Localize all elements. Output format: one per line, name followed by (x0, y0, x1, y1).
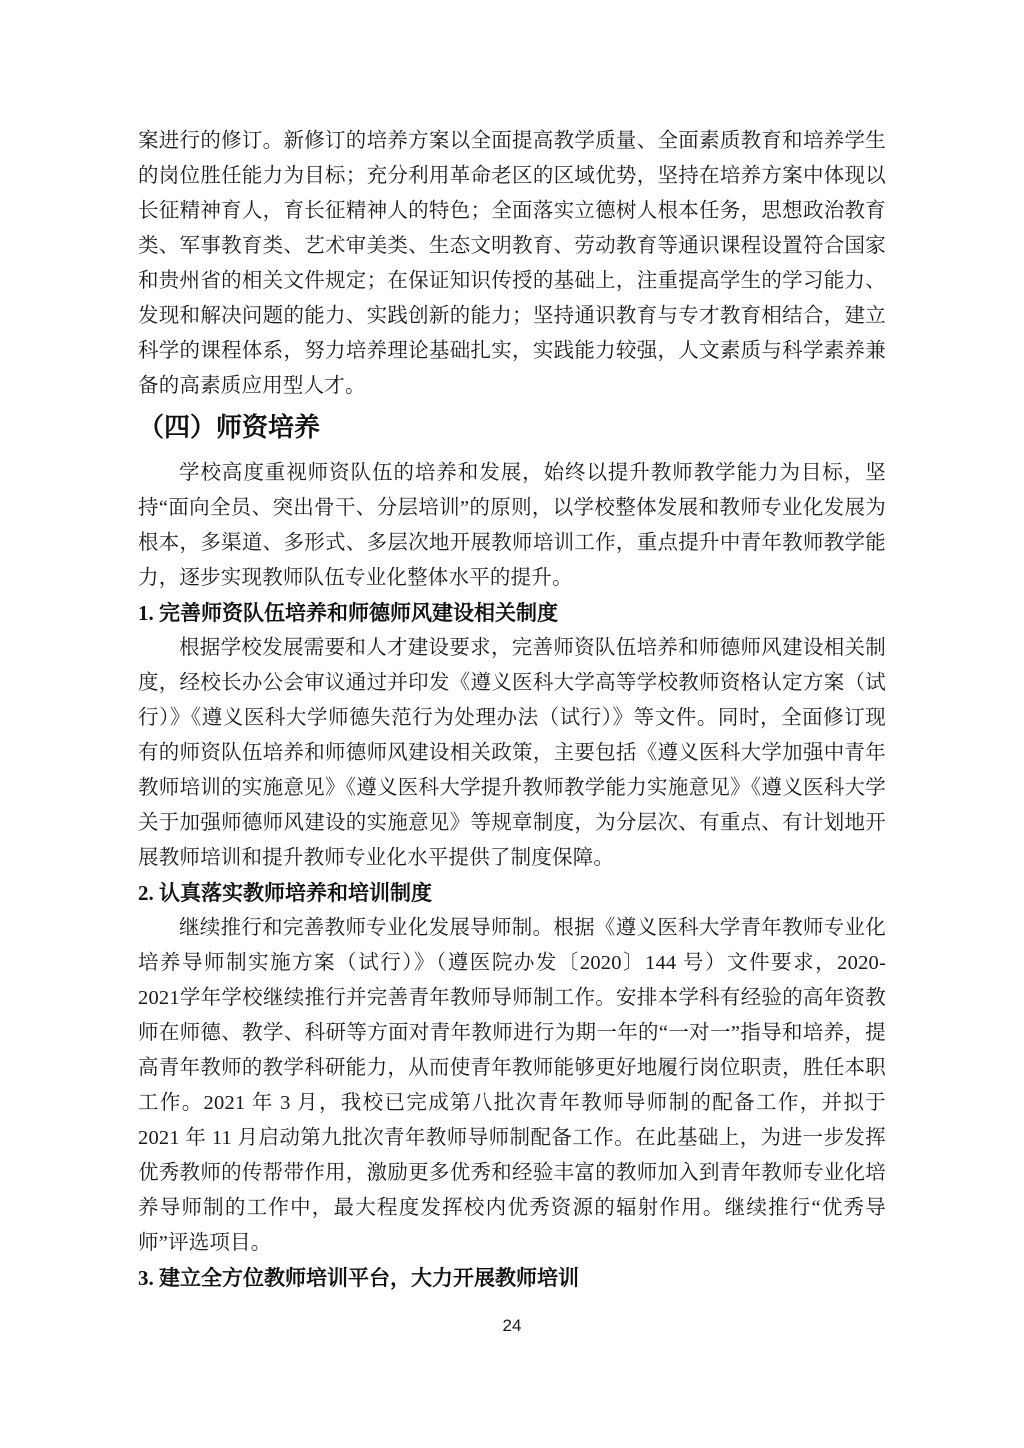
subsection-1-paragraph: 根据学校发展需要和人才建设要求，完善师资队伍培养和师德师风建设相关制度，经校长办公会审议通过并印发《遵义医科大学高等学校教师资格认定方案（试行）》《遵义医科大学师德失范行为处理办法（试行）》等文件。同时，全面修订现有的师资队伍培养和师德师风建设相关政策，主要包括《遵义医科大学加强中青年教师培训的实施意见》《遵义医科大学提升教师教学能力实施意见》《遵义医科大学关于加强师德师风建设的实施意见》等规章制度，为分层次、有重点、有计划地开展教师培训和提升教师专业化水平提供了制度保障。 (138, 637, 886, 869)
page-content (138, 124, 886, 1296)
subsection-2-paragraph: 继续推行和完善教师专业化发展导师制。根据《遵义医科大学青年教师专业化培养导师制实施方案（试行）》（遵医院办发〔2020〕144 号）文件要求，2020-2021学年学校继续推行并完善青年教师导师制工作。安排本学科有经验的高年资教师在师德、教学、科研等方面对青年教师进行为期一年的“一对一”指导和培养，提高青年教师的教学科研能力，从而使青年教师能够更好地履行岗位职责，胜任本职工作。2021 年 3 月，我校已完成第八批次青年教师导师制的配备工作，并拟于 2021 年 11 月启动第九批次青年教师导师制配备工作。在此基础上，为进一步发挥优秀教师的传帮带作用，激励更多优秀和经验丰富的教师加入到青年教师专业化培养导师制的工作中，最大程度发挥校内优秀资源的辐射作用。继续推行“优秀导师”评选项目。 (138, 917, 886, 1254)
section-4-heading: （四）师资培养 (138, 413, 321, 442)
page-number: 24 (502, 1316, 522, 1335)
subsection-3-heading: 3. 建立全方位教师培训平台，大力开展教师培训 (138, 1266, 579, 1290)
subsection-1-heading: 1. 完善师资队伍培养和师德师风建设相关制度 (138, 601, 558, 625)
subsection-2-heading: 2. 认真落实教师培养和培训制度 (138, 881, 432, 905)
section-4-intro-paragraph: 学校高度重视师资队伍的培养和发展，始终以提升教师教学能力为目标，坚持“面向全员、突出骨干、分层培训”的原则，以学校整体发展和教师专业化发展为根本，多渠道、多形式、多层次地开展教师培训工作，重点提升中青年教师教学能力，逐步实现教师队伍专业化整体水平的提升。 (138, 462, 886, 589)
continuation-paragraph: 案进行的修订。新修订的培养方案以全面提高教学质量、全面素质教育和培养学生的岗位胜任能力为目标；充分利用革命老区的区域优势，坚持在培养方案中体现以长征精神育人，育长征精神人的特色；全面落实立德树人根本任务，思想政治教育类、军事教育类、艺术审美类、生态文明教育、劳动教育等通识课程设置符合国家和贵州省的相关文件规定；在保证知识传授的基础上，注重提高学生的学习能力、发现和解决问题的能力、实践创新的能力；坚持通识教育与专才教育相结合，建立科学的课程体系，努力培养理论基础扎实，实践能力较强，人文素质与科学素养兼备的高素质应用型人才。 (138, 130, 886, 397)
